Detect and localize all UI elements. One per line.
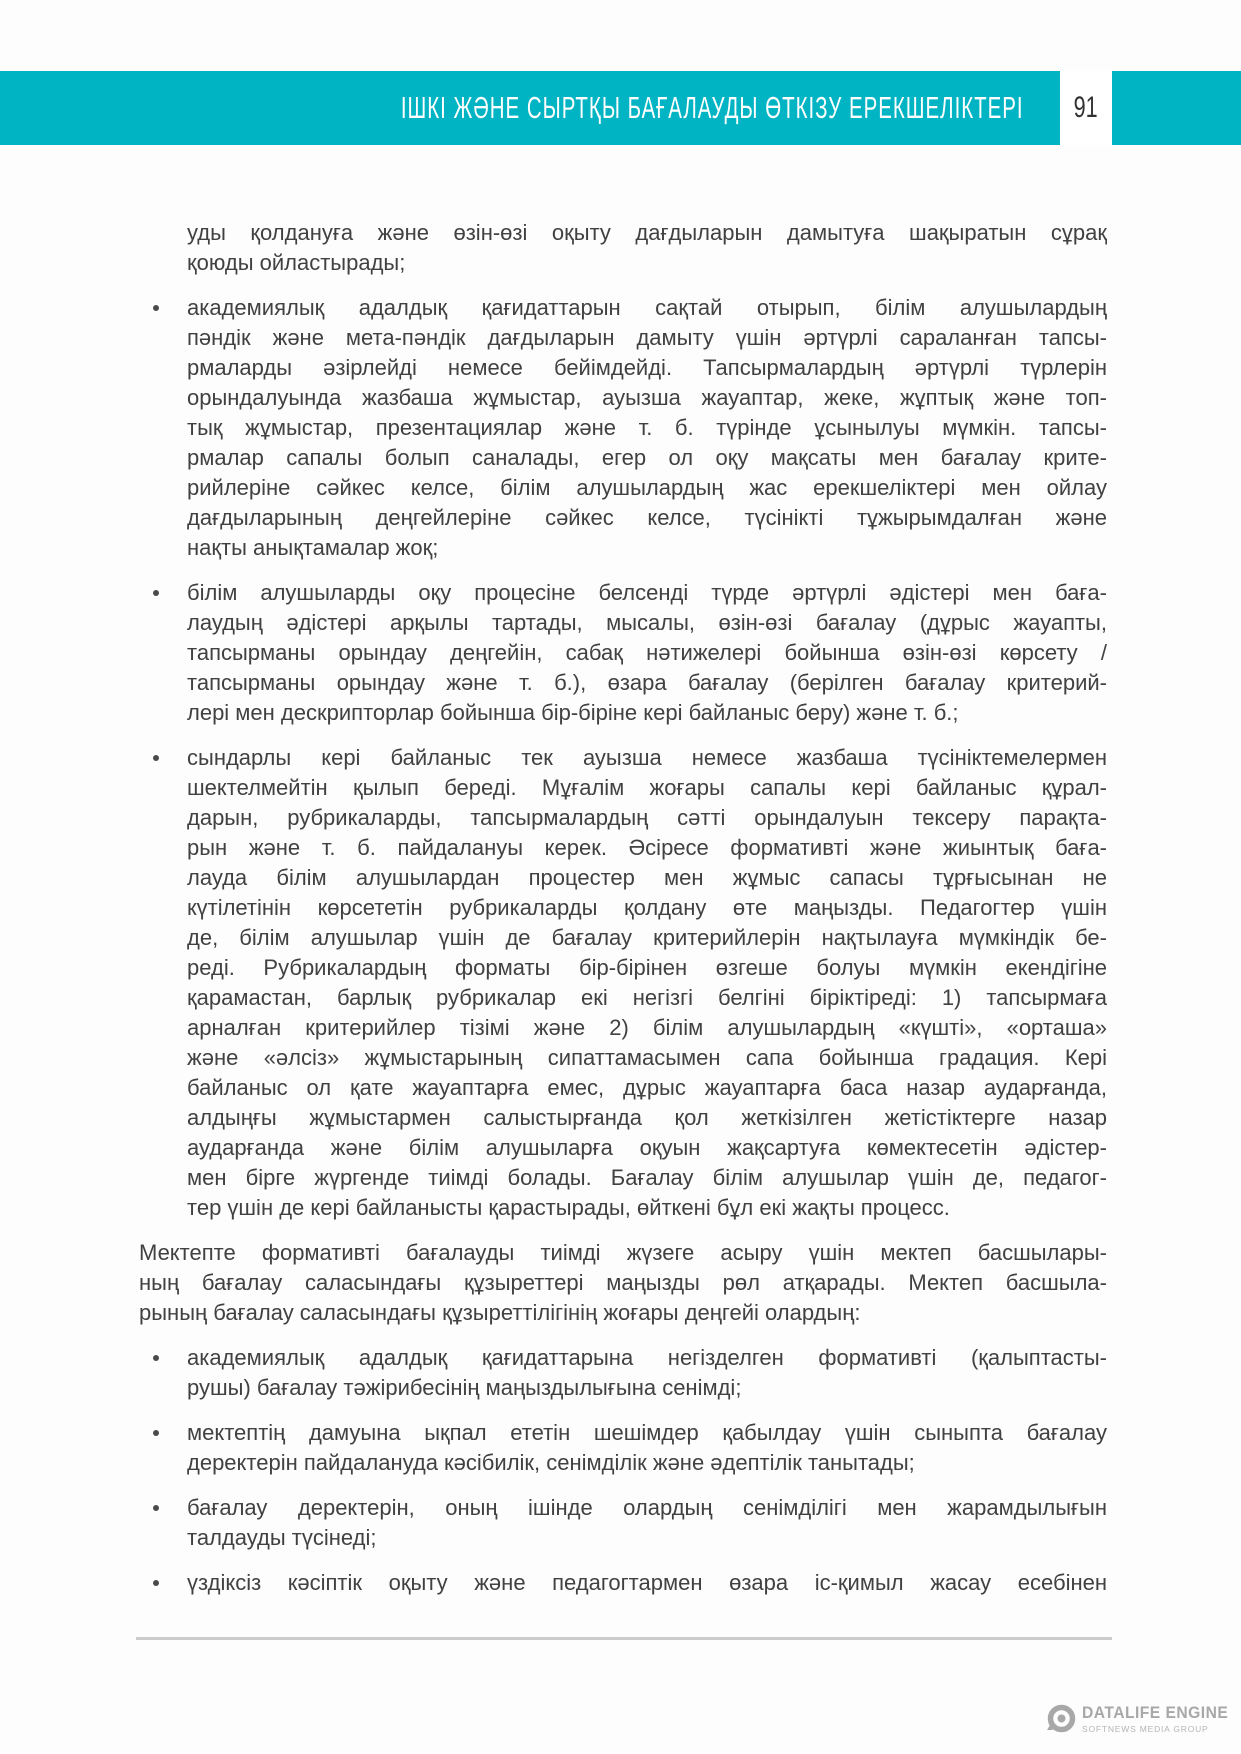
text-line: академиялық адалдық қағидаттарына негізделген формативті (қалыптасты- <box>187 1345 1107 1370</box>
paragraph <box>139 1238 1107 1328</box>
text-line: деректерін пайдалануда кәсібилік, сенімділік және әдептілік танытады; <box>187 1450 915 1475</box>
text-line: және «әлсіз» жұмыстарының сипаттамасымен сапа бойынша градация. Кері <box>187 1045 1107 1070</box>
text-line: үздіксіз кәсіптік оқыту және педагогтармен өзара іс-қимыл жасау есебінен <box>187 1570 1107 1595</box>
text-line: тық жұмыстар, презентациялар және т. б. түрінде ұсынылуы мүмкін. тапсы- <box>187 415 1107 440</box>
text-line: рмаларды әзірлейді немесе бейімдейді. Тапсырмалардың әртүрлі түрлерін <box>187 355 1107 380</box>
text-line: тапсырманы орындау деңгейін, сабақ нәтижелері бойынша өзін-өзі көрсету / <box>187 640 1107 665</box>
text-line: алдыңғы жұмыстармен салыстырғанда қол жеткізілген жетістіктерге назар <box>187 1105 1107 1130</box>
watermark-title: DATALIFE ENGINE <box>1082 1703 1229 1722</box>
bullet-item <box>139 1493 1107 1553</box>
text-line: уды қолдануға және өзін-өзі оқыту дағдыларын дамытуға шақыратын сұрақ <box>187 220 1107 245</box>
bullet-item <box>139 1343 1107 1403</box>
header-band <box>0 71 1060 145</box>
text-line: сындарлы кері байланыс тек ауызша немесе жазбаша түсініктемелермен <box>187 745 1107 770</box>
text-line: арналған критерийлер тізімі және 2) білім алушылардың «күшті», «орташа» <box>187 1015 1107 1040</box>
text-line: рмалар сапалы болып саналады, егер ол оқу мақсаты мен бағалау крите- <box>187 445 1107 470</box>
text-line: пәндік және мета-пәндік дағдыларын дамыту үшін әртүрлі сараланған тапсы- <box>187 325 1107 350</box>
text-line: мектептің дамуына ықпал ететін шешімдер қабылдау үшін сыныпта бағалау <box>187 1420 1107 1445</box>
text-line: қарамастан, барлық рубрикалар екі негізгі белгіні біріктіреді: 1) тапсырмаға <box>187 985 1107 1010</box>
bullet-item <box>139 578 1107 728</box>
text-line: орындалуында жазбаша жұмыстар, ауызша жауаптар, жеке, жұптық және топ- <box>187 385 1107 410</box>
text-line: нақты анықтамалар жоқ; <box>187 535 439 560</box>
bullet-item <box>139 1568 1107 1598</box>
bullet-icon <box>153 1430 159 1436</box>
text-line: аударғанда және білім алушыларға оқуын жақсартуға көмектесетін әдістер- <box>187 1135 1107 1160</box>
footer-divider <box>136 1637 1112 1640</box>
text-line: дағдыларының деңгейлеріне сәйкес келсе, түсінікті тұжырымдалған және <box>187 505 1107 530</box>
bullet-icon <box>153 1355 159 1361</box>
page-number-box <box>1060 71 1112 145</box>
text-line: талдауды түсінеді; <box>187 1525 377 1550</box>
bullet-icon <box>153 1505 159 1511</box>
text-line: тапсырманы орындау және т. б.), өзара бағалау (берілген бағалау критерий- <box>187 670 1107 695</box>
text-line: шектелмейтін қылып береді. Мұғалім жоғары сапалы кері байланыс құрал- <box>187 775 1107 800</box>
text-line: лаудың әдістері арқылы тартады, мысалы, өзін-өзі бағалау (дұрыс жауапты, <box>187 610 1107 635</box>
text-line: рийлеріне сәйкес келсе, білім алушылардың жас ерекшеліктері мен ойлау <box>187 475 1107 500</box>
bullet-icon <box>153 305 159 311</box>
body-text <box>139 218 1107 1613</box>
text-line: реді. Рубрикалардың форматы бір-бірінен өзгеше болуы мүмкін екендігіне <box>187 955 1107 980</box>
text-line: бағалау деректерін, оның ішінде олардың сенімділігі мен жарамдылығын <box>187 1495 1107 1520</box>
text-line: Мектепте формативті бағалауды тиімді жүзеге асыру үшін мектеп басшылары- <box>139 1240 1107 1265</box>
text-line: академиялық адалдық қағидаттарын сақтай отырып, білім алушылардың <box>187 295 1107 320</box>
text-line: күтілетінін көрсететін рубрикаларды қолдану өте маңызды. Педагогтер үшін <box>187 895 1107 920</box>
text-line: де, білім алушылар үшін де бағалау критерийлерін нақтылауға мүмкіндік бе- <box>187 925 1107 950</box>
page-number: 91 <box>1073 91 1099 124</box>
text-line: рушы) бағалау тәжірибесінің маңыздылығына сенімді; <box>187 1375 742 1400</box>
text-line: лері мен дескрипторлар бойынша бір-біріне кері байланыс беру) және т. б.; <box>187 700 959 725</box>
datalife-engine-watermark <box>1046 1703 1241 1734</box>
watermark-subtitle: SOFTNEWS MEDIA GROUP <box>1082 1724 1209 1734</box>
text-line: тер үшін де кері байланысты қарастырады, өйткені бұл екі жақты процесс. <box>187 1195 950 1220</box>
paragraph-continuation <box>139 218 1107 278</box>
bullet-icon <box>153 755 159 761</box>
text-line: қоюды ойластырады; <box>187 250 406 275</box>
header-band-right-segment <box>1112 71 1241 145</box>
bullet-item <box>139 743 1107 1223</box>
text-line: байланыс ол қате жауаптарға емес, дұрыс жауаптарға баса назар аударғанда, <box>187 1075 1107 1100</box>
bullet-icon <box>153 590 159 596</box>
bullet-item <box>139 293 1107 563</box>
text-line: рын және т. б. пайдалануы керек. Әсіресе формативті және жиынтық баға- <box>187 835 1107 860</box>
text-line: рының бағалау саласындағы құзыреттілігінің жоғары деңгейі олардың: <box>139 1300 861 1325</box>
bullet-item <box>139 1418 1107 1478</box>
datalife-logo-icon <box>1046 1703 1077 1734</box>
text-line: білім алушыларды оқу процесіне белсенді түрде әртүрлі әдістері мен баға- <box>187 580 1107 605</box>
text-line: ның бағалау саласындағы құзыреттері маңызды рөл атқарады. Мектеп басшыла- <box>139 1270 1107 1295</box>
page-title: ІШКІ ЖӘНЕ СЫРТҚЫ БАҒАЛАУДЫ ӨТКІЗУ ЕРЕКШЕЛІКТЕРІ <box>401 90 1024 125</box>
bullet-icon <box>153 1580 159 1586</box>
text-line: лауда білім алушылардан процестер мен жұмыс сапасы тұрғысынан не <box>187 865 1107 890</box>
text-line: дарын, рубрикаларды, тапсырмалардың сәтті орындалуын тексеру парақта- <box>187 805 1107 830</box>
text-line: мен бірге жүргенде тиімді болады. Бағалау білім алушылар үшін де, педагог- <box>187 1165 1107 1190</box>
